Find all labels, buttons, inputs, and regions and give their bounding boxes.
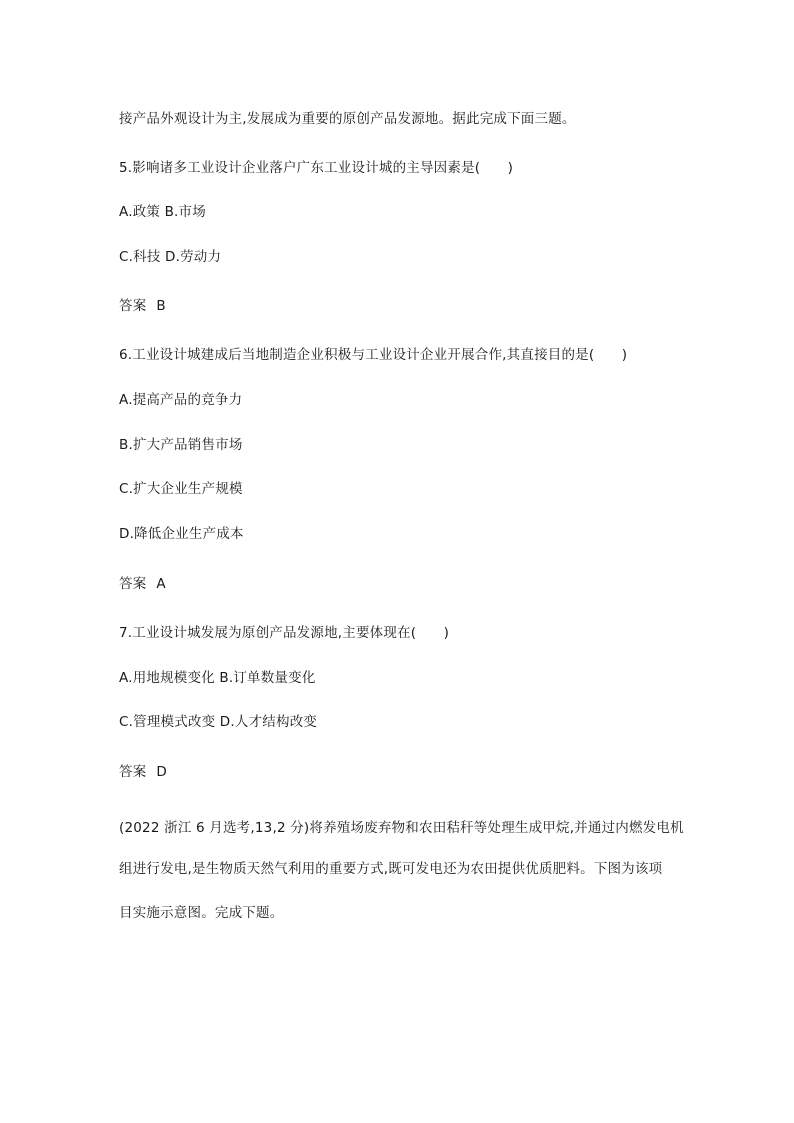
question-5-stem: 5.影响诸多工业设计企业落户广东工业设计城的主导因素是( ) (119, 160, 514, 176)
question-5-options-line-1: A.政策 B.市场 (119, 204, 206, 220)
question-6-option-c: C.扩大企业生产规模 (119, 481, 243, 497)
question-6-option-d: D.降低企业生产成本 (119, 526, 244, 542)
answer-label: 答案 (119, 298, 147, 314)
answer-value: D (156, 764, 168, 780)
next-passage-line-2: 组进行发电,是生物质天然气利用的重要方式,既可发电还为农田提供优质肥料。下图为该项 (119, 861, 663, 877)
question-6-answer (119, 575, 166, 593)
intro-passage-tail: 接产品外观设计为主,发展成为重要的原创产品发源地。据此完成下面三题。 (119, 111, 576, 127)
next-passage-line-1: (2022 浙江 6 月选考,13,2 分)将养殖场废弃物和农田秸秆等处理生成甲烷,并通过内燃发电机 (119, 820, 684, 836)
answer-value: B (156, 298, 166, 314)
answer-label: 答案 (119, 576, 147, 592)
question-6-option-a: A.提高产品的竞争力 (119, 392, 243, 408)
question-7-options-line-1: A.用地规模变化 B.订单数量变化 (119, 670, 316, 686)
answer-value: A (156, 576, 166, 592)
answer-label: 答案 (119, 764, 147, 780)
question-6-stem: 6.工业设计城建成后当地制造企业积极与工业设计企业开展合作,其直接目的是( ) (119, 347, 628, 363)
question-5-answer (119, 297, 166, 315)
question-5-options-line-2: C.科技 D.劳动力 (119, 249, 222, 265)
question-7-options-line-2: C.管理模式改变 D.人才结构改变 (119, 714, 318, 730)
next-passage-line-3: 目实施示意图。完成下题。 (119, 905, 284, 921)
question-7-stem: 7.工业设计城发展为原创产品发源地,主要体现在( ) (119, 625, 450, 641)
question-6-option-b: B.扩大产品销售市场 (119, 437, 243, 453)
question-7-answer (119, 763, 167, 781)
